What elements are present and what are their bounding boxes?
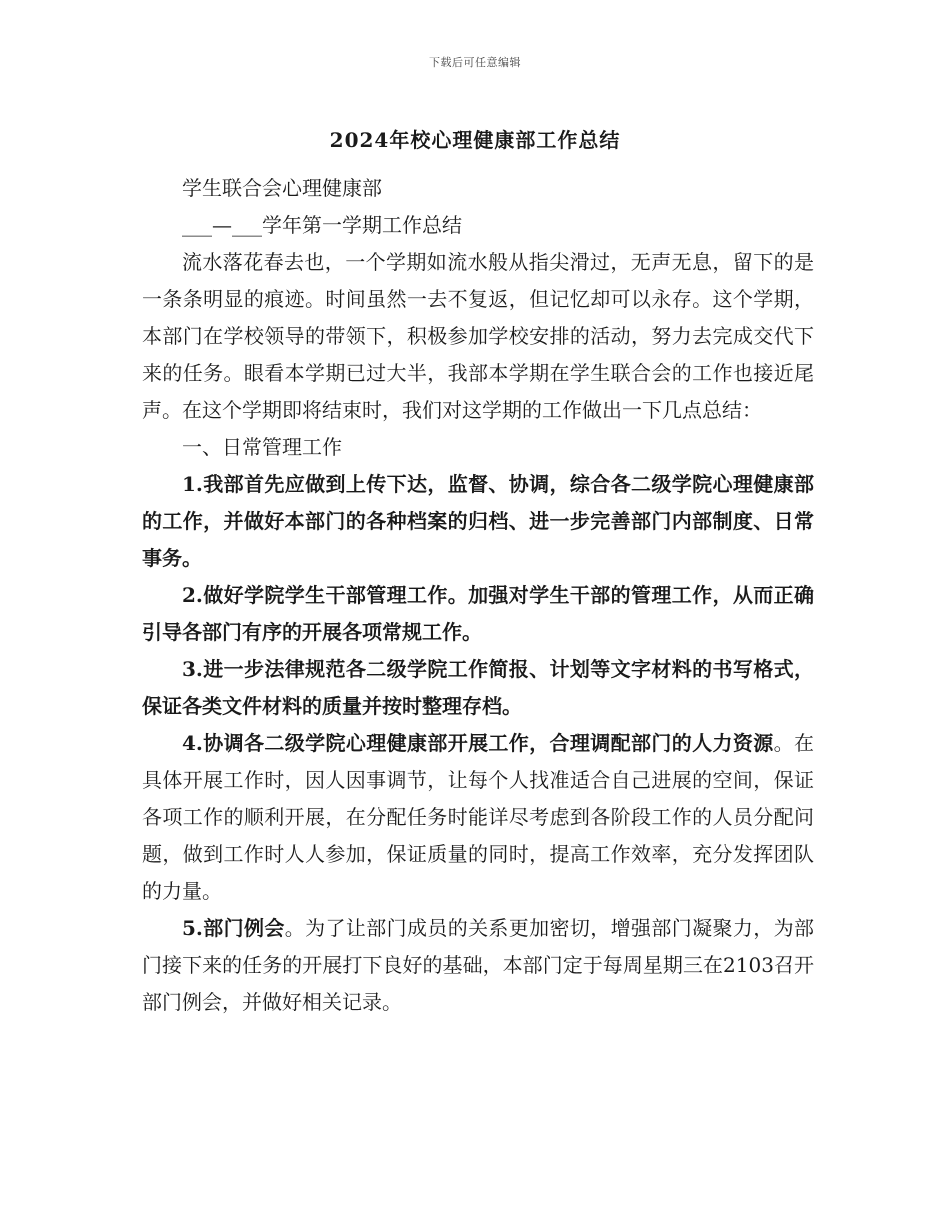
- intro-paragraph: 流水落花春去也，一个学期如流水般从指尖滑过，无声无息，留下的是一条条明显的痕迹。时间虽然一去不复返，但记忆却可以永存。这个学期，本部门在学校领导的带领下，积极参加学校安排的活动，努力去完成交代下来的任务。眼看本学期已过大半，我部本学期在学生联合会的工作也接近尾声。在这个学期即将结束时，我们对这学期的工作做出一下几点总结：: [142, 250, 814, 422]
- document-title: 2024年校心理健康部工作总结: [329, 128, 621, 152]
- list-item: [142, 466, 814, 577]
- item-text: 。在具体开展工作时，因人因事调节，让每个人找准适合自己进展的空间，保证各项工作的顺利开展，在分配任务时能详尽考虑到各阶段工作的人员分配问题，做到工作时人人参加，保证质量的同时，提高工作效率，充分发挥团队的力量。: [142, 731, 814, 903]
- item-bold-text: 3.进一步法律规范各二级学院工作简报、计划等文字材料的书写格式，保证各类文件材料的质量并按时整理存档。: [142, 657, 814, 718]
- item-bold-text: 5.部门例会: [182, 916, 285, 940]
- list-item: [142, 651, 814, 725]
- item-text: 。为了让部门成员的关系更加密切，增强部门凝聚力，为部门接下来的任务的开展打下良好的基础，本部门定于每周星期三在2103召开部门例会，并做好相关记录。: [142, 916, 814, 1014]
- section-heading: 一、日常管理工作: [182, 435, 342, 459]
- term-line: ___—___学年第一学期工作总结: [182, 213, 462, 237]
- list-item: [142, 725, 814, 910]
- header-note: 下载后可任意编辑: [429, 56, 521, 69]
- item-bold-text: 4.协调各二级学院心理健康部开展工作，合理调配部门的人力资源: [182, 731, 774, 755]
- list-item: [142, 577, 814, 651]
- document-body: [142, 170, 814, 1021]
- org-line: 学生联合会心理健康部: [182, 176, 382, 200]
- item-bold-text: 1.我部首先应做到上传下达，监督、协调，综合各二级学院心理健康部的工作，并做好本部门的各种档案的归档、进一步完善部门内部制度、日常事务。: [142, 472, 814, 570]
- item-bold-text: 2.做好学院学生干部管理工作。加强对学生干部的管理工作，从而正确引导各部门有序的开展各项常规工作。: [142, 583, 814, 644]
- list-item: [142, 910, 814, 1021]
